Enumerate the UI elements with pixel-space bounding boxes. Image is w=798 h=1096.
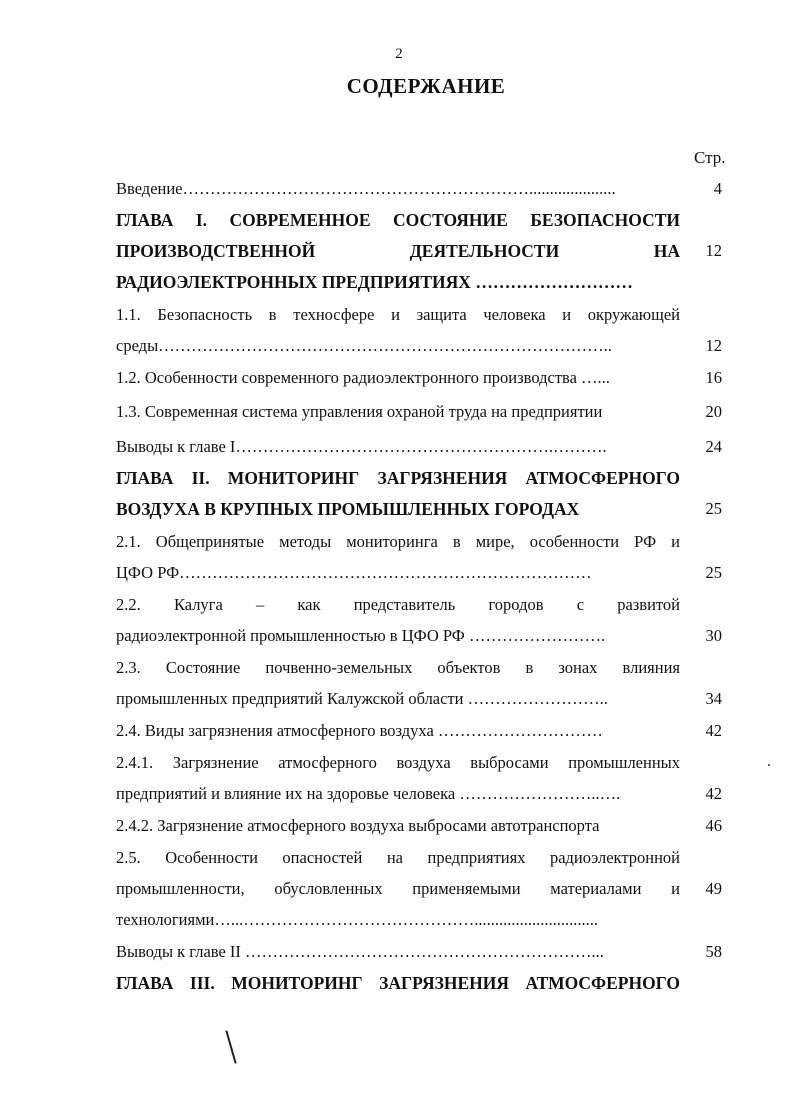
toc-page-number: 49 (705, 879, 722, 898)
toc-entry-1-1: 1.1. Безопасность в техносфере и защита человека и окружающей (116, 305, 680, 324)
toc-entry-conclusions-1: Выводы к главе I………………………………………………….………. (116, 437, 607, 456)
toc-page-number: 12 (705, 336, 722, 355)
toc-entry-1-1: среды……………………………………………………………………….. (116, 336, 612, 355)
toc-entry-2-4: 2.4. Виды загрязнения атмосферного воздуха ………………………… (116, 721, 603, 740)
toc-entry-2-1: 2.1. Общепринятые методы мониторинга в мире, особенности РФ и (116, 532, 680, 551)
toc-entry-conclusions-2: Выводы к главе II ………………………………………………………... (116, 942, 604, 961)
toc-entry-2-5: промышленности, обусловленных применяемыми материалами и (116, 879, 680, 898)
toc-entry-2-2: радиоэлектронной промышленностью в ЦФО РФ ……………………. (116, 626, 606, 645)
toc-chapter-1-heading: ПРОИЗВОДСТВЕННОЙ ДЕЯТЕЛЬНОСТИ НА (116, 241, 680, 261)
page-title: СОДЕРЖАНИЕ (346, 74, 506, 98)
page-column-header: Стр. (694, 148, 726, 167)
toc-page-number: 4 (713, 179, 722, 198)
toc-chapter-3-heading: ГЛАВА III. МОНИТОРИНГ ЗАГРЯЗНЕНИЯ АТМОСФЕРНОГО (116, 973, 680, 993)
toc-entry-2-5: технологиями…...…………………………………….............................. (116, 910, 598, 929)
toc-page-number: 24 (705, 437, 722, 456)
toc-page-number: 46 (705, 816, 722, 835)
toc-chapter-2-heading: ВОЗДУХА В КРУПНЫХ ПРОМЫШЛЕННЫХ ГОРОДАХ (116, 499, 580, 519)
page-number: 2 (395, 46, 403, 62)
toc-page-number: 20 (705, 402, 722, 421)
toc-page-number: 58 (705, 942, 722, 961)
toc-entry-introduction: Введение………………………………………………………..................... (116, 179, 616, 198)
toc-chapter-1-heading: ГЛАВА I. СОВРЕМЕННОЕ СОСТОЯНИЕ БЕЗОПАСНОСТИ (116, 210, 680, 230)
toc-page-number: 12 (705, 241, 722, 260)
toc-entry-2-5: 2.5. Особенности опасностей на предприятиях радиоэлектронной (116, 848, 680, 867)
toc-page-number: 30 (705, 626, 722, 645)
toc-entry-2-3: промышленных предприятий Калужской области …………………….. (116, 689, 608, 708)
toc-page-number: 34 (705, 689, 722, 708)
scan-dot-mark (768, 764, 770, 766)
toc-entry-1-2: 1.2. Особенности современного радиоэлектронного производства …... (116, 368, 610, 387)
toc-page-number: 42 (705, 721, 722, 740)
toc-chapter-1-heading: РАДИОЭЛЕКТРОННЫХ ПРЕДПРИЯТИЯХ ……………………… (116, 272, 633, 292)
toc-entry-2-3: 2.3. Состояние почвенно-земельных объектов в зонах влияния (116, 658, 680, 677)
toc-page-number: 42 (705, 784, 722, 803)
toc-page-number: 25 (705, 563, 722, 582)
toc-entry-2-4-1: 2.4.1. Загрязнение атмосферного воздуха выбросами промышленных (116, 753, 680, 772)
toc-entry-2-4-2: 2.4.2. Загрязнение атмосферного воздуха выбросами автотранспорта (116, 816, 600, 835)
toc-entry-1-3: 1.3. Современная система управления охраной труда на предприятии (116, 402, 603, 421)
toc-page-number: 25 (705, 499, 722, 518)
toc-entry-2-2: 2.2. Калуга – как представитель городов с развитой (116, 595, 680, 614)
toc-page-number: 16 (705, 368, 722, 387)
toc-entry-2-1: ЦФО РФ………………………………………………………………… (116, 563, 592, 582)
toc-entry-2-4-1: предприятий и влияние их на здоровье человека ……………………..…. (116, 784, 621, 803)
toc-chapter-2-heading: ГЛАВА II. МОНИТОРИНГ ЗАГРЯЗНЕНИЯ АТМОСФЕРНОГО (116, 468, 680, 488)
